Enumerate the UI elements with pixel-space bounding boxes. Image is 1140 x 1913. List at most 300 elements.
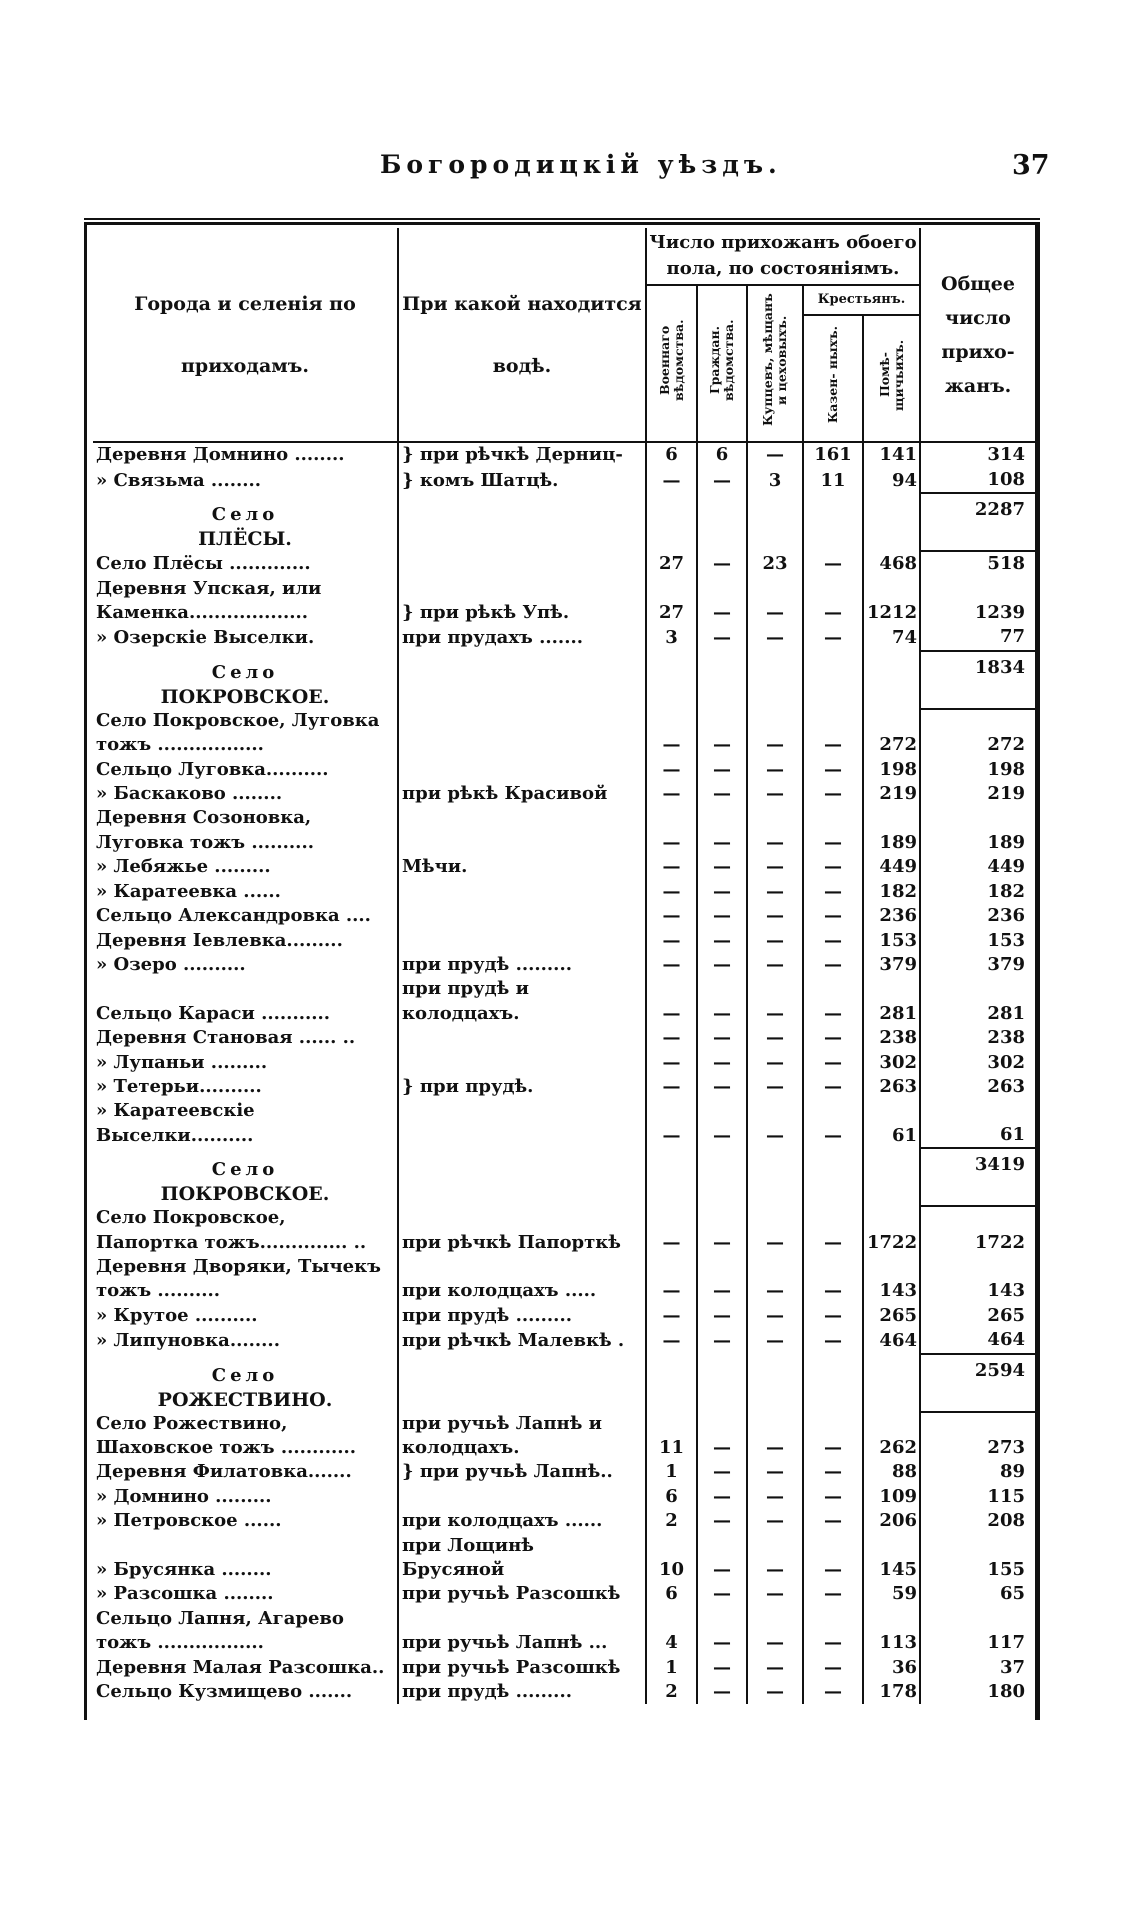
- military-cell: [646, 1354, 697, 1412]
- place-name: Сельцо Кузмищево .......: [93, 1680, 398, 1704]
- place-name: Деревня Упская, или Каменка...................: [93, 577, 398, 626]
- merchants-count: —: [747, 1026, 803, 1050]
- landlord-peasants-count: 238: [863, 1026, 920, 1050]
- landlord-peasants-count: 182: [863, 880, 920, 904]
- military-count: —: [646, 806, 697, 855]
- civil-count: —: [697, 1099, 747, 1148]
- parish-label: Село: [211, 1364, 279, 1386]
- landlord-peasants-count: 178: [863, 1680, 920, 1704]
- military-cell: [646, 493, 697, 551]
- merchants-count: —: [747, 442, 803, 467]
- table-row: [93, 551, 1035, 576]
- water-source: } при рѣкѣ Упѣ.: [398, 577, 646, 626]
- merchants-count: 3: [747, 468, 803, 493]
- merchants-cell: [747, 1148, 803, 1206]
- water-source: [398, 880, 646, 904]
- table-row: [93, 1026, 1035, 1050]
- state-peasants-count: —: [803, 1206, 863, 1255]
- place-name: » Домнино .........: [93, 1485, 398, 1509]
- military-count: —: [646, 782, 697, 806]
- place-name: Деревня Дворяки, Тычекъ тожъ ..........: [93, 1255, 398, 1304]
- military-count: —: [646, 1075, 697, 1099]
- place-name: » Разсошка ........: [93, 1582, 398, 1606]
- table-row: [93, 1206, 1035, 1255]
- merchants-count: —: [747, 1075, 803, 1099]
- state-peasants-count: —: [803, 1026, 863, 1050]
- military-count: —: [646, 1026, 697, 1050]
- state-peasants-count: —: [803, 625, 863, 650]
- table-row: [93, 758, 1035, 782]
- total-count: 89: [999, 1461, 1025, 1483]
- merchants-count: —: [747, 855, 803, 879]
- landlord-peasants-count: 36: [863, 1656, 920, 1680]
- water-source: } при ручьѣ Лапнѣ..: [398, 1460, 646, 1484]
- military-count: —: [646, 1099, 697, 1148]
- parish-heading-row: [93, 1148, 1035, 1206]
- civil-count: —: [697, 953, 747, 977]
- landlord-peasants-count: 281: [863, 977, 920, 1026]
- military-count: 2: [646, 1680, 697, 1704]
- water-cell: [398, 1148, 646, 1206]
- civil-count: —: [697, 1304, 747, 1328]
- running-head: Богородицкій уѣздъ.: [380, 150, 782, 179]
- state-peasants-count: —: [803, 709, 863, 758]
- state-peasants-count: —: [803, 1304, 863, 1328]
- parish-label: Село: [211, 504, 279, 526]
- total-count: 464: [987, 1329, 1025, 1351]
- table-row: [93, 1051, 1035, 1075]
- landlord-peasants-count: 74: [863, 625, 920, 650]
- water-source: при рѣчкѣ Малевкѣ .: [398, 1328, 646, 1353]
- civil-count: —: [697, 1412, 747, 1461]
- place-name: » Баскаково ........: [93, 782, 398, 806]
- header-civil-text: Граждан. вѣдомства.: [707, 319, 736, 401]
- state-peasants-count: —: [803, 806, 863, 855]
- water-source: при рѣчкѣ Папорткѣ: [398, 1206, 646, 1255]
- state-peasants-count: —: [803, 1328, 863, 1353]
- parish-heading: [93, 651, 398, 709]
- total-count: 265: [987, 1304, 1025, 1326]
- table-row: [93, 953, 1035, 977]
- table-row: [93, 904, 1035, 928]
- military-count: —: [646, 880, 697, 904]
- parish-name: ПЛЁСЫ.: [198, 528, 292, 551]
- parish-total: 2287: [920, 493, 1035, 551]
- merchants-count: —: [747, 625, 803, 650]
- military-count: —: [646, 1328, 697, 1353]
- parish-label: Село: [211, 661, 279, 683]
- water-source: при прудахъ .......: [398, 625, 646, 650]
- header-merchants: [747, 285, 803, 442]
- civil-cell: [697, 1148, 747, 1206]
- landlord-peasants-count: 206: [863, 1509, 920, 1533]
- table-row: [93, 1412, 1035, 1461]
- merchants-count: —: [747, 1582, 803, 1606]
- total-count: 263: [987, 1075, 1025, 1097]
- merchants-count: —: [747, 1412, 803, 1461]
- civil-count: —: [697, 806, 747, 855]
- state-peasants-count: —: [803, 1656, 863, 1680]
- water-source: [398, 806, 646, 855]
- civil-count: —: [697, 1607, 747, 1656]
- total-count: 1722: [974, 1231, 1025, 1253]
- military-count: 27: [646, 551, 697, 576]
- parish-total: 1834: [920, 651, 1035, 709]
- table-row: [93, 442, 1035, 467]
- state-peasants-cell: [803, 1148, 863, 1206]
- merchants-count: —: [747, 1680, 803, 1704]
- civil-count: —: [697, 1582, 747, 1606]
- merchants-count: —: [747, 1206, 803, 1255]
- water-source: при ручьѣ Лапнѣ ...: [398, 1607, 646, 1656]
- state-peasants-cell: [803, 493, 863, 551]
- total-count: 302: [987, 1051, 1025, 1073]
- total-count: 273: [987, 1437, 1025, 1458]
- civil-count: —: [697, 1255, 747, 1304]
- table-row: [93, 1485, 1035, 1509]
- state-peasants-cell: [803, 1354, 863, 1412]
- landlord-peasants-count: 109: [863, 1485, 920, 1509]
- header-merchants-text: Купцевъ, мѣщанъ и цеховыхъ.: [760, 293, 789, 427]
- landlord-peasants-cell: [863, 651, 920, 709]
- parish-heading: [93, 493, 398, 551]
- military-count: —: [646, 1051, 697, 1075]
- table-row: [93, 880, 1035, 904]
- table-row: [93, 577, 1035, 626]
- landlord-peasants-count: 236: [863, 904, 920, 928]
- merchants-count: —: [747, 953, 803, 977]
- water-source: при прудѣ .........: [398, 1680, 646, 1704]
- civil-count: —: [697, 782, 747, 806]
- total-count: 314: [987, 444, 1025, 466]
- landlord-peasants-count: 61: [863, 1099, 920, 1148]
- civil-count: —: [697, 758, 747, 782]
- table-row: [93, 1255, 1035, 1304]
- total-count: 198: [987, 758, 1025, 780]
- civil-count: —: [697, 1075, 747, 1099]
- civil-count: —: [697, 880, 747, 904]
- place-name: » Озерскіе Выселки.: [93, 625, 398, 650]
- place-name: Деревня Созоновка, Луговка тожъ ..........: [93, 806, 398, 855]
- table-row: [93, 782, 1035, 806]
- table-row: [93, 1680, 1035, 1704]
- merchants-count: —: [747, 782, 803, 806]
- state-peasants-cell: [803, 651, 863, 709]
- state-peasants-count: —: [803, 1051, 863, 1075]
- water-source: [398, 1485, 646, 1509]
- landlord-peasants-cell: [863, 1354, 920, 1412]
- state-peasants-count: 161: [803, 442, 863, 467]
- parish-name: РОЖЕСТВИНО.: [157, 1388, 333, 1411]
- parish-heading-row: [93, 493, 1035, 551]
- landlord-peasants-count: 265: [863, 1304, 920, 1328]
- water-cell: [398, 1354, 646, 1412]
- civil-count: —: [697, 977, 747, 1026]
- landlord-peasants-count: 145: [863, 1534, 920, 1583]
- military-count: —: [646, 1206, 697, 1255]
- place-name: Деревня Филатовка.......: [93, 1460, 398, 1484]
- civil-count: —: [697, 1206, 747, 1255]
- table-row: [93, 929, 1035, 953]
- place-name: Село Покровское, Луговка тожъ .................: [93, 709, 398, 758]
- water-source: при прудѣ .........: [398, 1304, 646, 1328]
- water-source: [398, 758, 646, 782]
- water-source: при прудѣ и колодцахъ.: [398, 977, 646, 1026]
- table-row: [93, 1099, 1035, 1148]
- merchants-count: 23: [747, 551, 803, 576]
- civil-count: —: [697, 1680, 747, 1704]
- civil-cell: [697, 1354, 747, 1412]
- landlord-peasants-count: 113: [863, 1607, 920, 1656]
- military-count: —: [646, 953, 697, 977]
- total-count: 155: [987, 1559, 1025, 1581]
- place-name: Село Рожествино, Шаховское тожъ ............: [93, 1412, 398, 1461]
- table-row: [93, 468, 1035, 493]
- place-name: Село Плёсы .............: [93, 551, 398, 576]
- merchants-count: —: [747, 904, 803, 928]
- merchants-count: —: [747, 709, 803, 758]
- landlord-peasants-count: 302: [863, 1051, 920, 1075]
- landlord-peasants-count: 59: [863, 1582, 920, 1606]
- military-count: 6: [646, 1582, 697, 1606]
- water-source: [398, 1051, 646, 1075]
- military-count: 6: [646, 442, 697, 467]
- state-peasants-count: —: [803, 551, 863, 576]
- header-state: [803, 315, 863, 442]
- place-name: » Лебяжье .........: [93, 855, 398, 879]
- table-row: [93, 625, 1035, 650]
- state-peasants-count: —: [803, 1075, 863, 1099]
- military-count: —: [646, 929, 697, 953]
- landlord-peasants-count: 1722: [863, 1206, 920, 1255]
- place-name: » Петровское ......: [93, 1509, 398, 1533]
- landlord-peasants-count: 263: [863, 1075, 920, 1099]
- header-group: Число прихожанъ обоего пола, по состояніямъ.: [646, 228, 920, 285]
- place-name: Сельцо Александровка ....: [93, 904, 398, 928]
- water-source: [398, 551, 646, 576]
- merchants-count: —: [747, 1304, 803, 1328]
- place-name: » Брусянка ........: [93, 1534, 398, 1583]
- place-name: » Тетерьи..........: [93, 1075, 398, 1099]
- military-count: —: [646, 1255, 697, 1304]
- state-peasants-count: —: [803, 577, 863, 626]
- military-count: 6: [646, 1485, 697, 1509]
- total-count: 37: [999, 1656, 1025, 1678]
- landlord-peasants-count: 189: [863, 806, 920, 855]
- parish-label: Село: [211, 1159, 279, 1181]
- state-peasants-count: —: [803, 953, 863, 977]
- total-count: 1239: [974, 602, 1025, 624]
- total-count: 108: [987, 468, 1025, 490]
- military-count: 10: [646, 1534, 697, 1583]
- header-places: Города и селенія по приходамъ.: [93, 228, 398, 442]
- state-peasants-count: 11: [803, 468, 863, 493]
- merchants-count: —: [747, 1099, 803, 1148]
- parish-total: 2594: [920, 1354, 1035, 1412]
- place-name: Сельцо Караси ...........: [93, 977, 398, 1026]
- civil-count: —: [697, 1534, 747, 1583]
- water-source: [398, 929, 646, 953]
- total-count: 208: [987, 1510, 1025, 1532]
- state-peasants-count: —: [803, 1460, 863, 1484]
- state-peasants-count: —: [803, 1099, 863, 1148]
- header-landlord: [863, 315, 920, 442]
- water-source: при прудѣ .........: [398, 953, 646, 977]
- total-count: 379: [987, 953, 1025, 975]
- civil-count: 6: [697, 442, 747, 467]
- parish-heading: [93, 1354, 398, 1412]
- merchants-count: —: [747, 1051, 803, 1075]
- place-name: Сельцо Лапня, Агарево тожъ .................: [93, 1607, 398, 1656]
- landlord-peasants-count: 198: [863, 758, 920, 782]
- military-count: —: [646, 1304, 697, 1328]
- table-row: [93, 1582, 1035, 1606]
- parish-heading-row: [93, 651, 1035, 709]
- place-name: » Связьма ........: [93, 468, 398, 493]
- place-name: Деревня Іевлевка.........: [93, 929, 398, 953]
- landlord-peasants-count: 1212: [863, 577, 920, 626]
- civil-count: —: [697, 577, 747, 626]
- table-row: [93, 1607, 1035, 1656]
- military-count: —: [646, 758, 697, 782]
- parish-total: 3419: [920, 1148, 1035, 1206]
- merchants-count: —: [747, 1509, 803, 1533]
- header-landlord-text: Помѣ- щичьихъ.: [876, 339, 906, 411]
- merchants-count: —: [747, 880, 803, 904]
- landlord-peasants-count: 219: [863, 782, 920, 806]
- civil-count: —: [697, 1026, 747, 1050]
- merchants-count: —: [747, 1656, 803, 1680]
- parish-name: ПОКРОВСКОЕ.: [160, 1183, 330, 1206]
- parish-heading-row: [93, 1354, 1035, 1412]
- civil-count: —: [697, 855, 747, 879]
- total-count: 236: [987, 905, 1025, 927]
- table-row: [93, 977, 1035, 1026]
- header-water: При какой находится водѣ.: [398, 228, 646, 442]
- civil-cell: [697, 651, 747, 709]
- military-count: 27: [646, 577, 697, 626]
- place-name: » Каратеевка ......: [93, 880, 398, 904]
- place-name: » Крутое ..........: [93, 1304, 398, 1328]
- header-civil: [697, 285, 747, 442]
- landlord-peasants-cell: [863, 1148, 920, 1206]
- total-count: 117: [987, 1632, 1025, 1654]
- table-row: [93, 1509, 1035, 1533]
- total-count: 115: [987, 1485, 1025, 1507]
- place-name: » Липуновка........: [93, 1328, 398, 1353]
- merchants-count: —: [747, 1485, 803, 1509]
- total-count: 272: [987, 734, 1025, 756]
- water-source: [398, 904, 646, 928]
- table-row: [93, 1460, 1035, 1484]
- military-count: —: [646, 468, 697, 493]
- military-count: —: [646, 855, 697, 879]
- table-row: [93, 1075, 1035, 1099]
- place-name: Деревня Становая ...... ..: [93, 1026, 398, 1050]
- civil-count: —: [697, 1656, 747, 1680]
- merchants-count: —: [747, 1460, 803, 1484]
- header-total: Общее число прихо- жанъ.: [920, 228, 1035, 442]
- place-name: » Лупаньи .........: [93, 1051, 398, 1075]
- civil-count: —: [697, 468, 747, 493]
- header-military: [646, 285, 697, 442]
- total-count: 143: [987, 1280, 1025, 1302]
- total-count: 182: [987, 880, 1025, 902]
- military-count: —: [646, 709, 697, 758]
- civil-count: —: [697, 551, 747, 576]
- table-row: [93, 806, 1035, 855]
- place-name: » Каратеевскіе Выселки..........: [93, 1099, 398, 1148]
- water-source: при ручьѣ Разсошкѣ: [398, 1582, 646, 1606]
- landlord-peasants-count: 143: [863, 1255, 920, 1304]
- water-cell: [398, 493, 646, 551]
- landlord-peasants-count: 272: [863, 709, 920, 758]
- state-peasants-count: —: [803, 1255, 863, 1304]
- military-count: 2: [646, 1509, 697, 1533]
- state-peasants-count: —: [803, 1485, 863, 1509]
- landlord-peasants-count: 468: [863, 551, 920, 576]
- parish-statistics-table: [93, 228, 1035, 1704]
- parish-heading: [93, 1148, 398, 1206]
- military-count: 4: [646, 1607, 697, 1656]
- landlord-peasants-count: 464: [863, 1328, 920, 1353]
- civil-count: —: [697, 625, 747, 650]
- table-row: [93, 1304, 1035, 1328]
- water-cell: [398, 651, 646, 709]
- state-peasants-count: —: [803, 977, 863, 1026]
- military-count: 11: [646, 1412, 697, 1461]
- frame-top-rule: [84, 218, 1040, 220]
- parish-name: ПОКРОВСКОЕ.: [160, 685, 330, 708]
- merchants-count: —: [747, 929, 803, 953]
- state-peasants-count: —: [803, 855, 863, 879]
- table-row: [93, 709, 1035, 758]
- total-count: 518: [987, 553, 1025, 575]
- civil-count: —: [697, 709, 747, 758]
- landlord-peasants-count: 94: [863, 468, 920, 493]
- state-peasants-count: —: [803, 1509, 863, 1533]
- total-count: 61: [999, 1123, 1025, 1145]
- landlord-peasants-cell: [863, 493, 920, 551]
- military-count: —: [646, 904, 697, 928]
- water-source: } комъ Шатцѣ.: [398, 468, 646, 493]
- water-source: [398, 1026, 646, 1050]
- merchants-count: —: [747, 1328, 803, 1353]
- total-count: 189: [987, 831, 1025, 853]
- total-count: 281: [987, 1002, 1025, 1024]
- landlord-peasants-count: 88: [863, 1460, 920, 1484]
- water-source: при ручьѣ Разсошкѣ: [398, 1656, 646, 1680]
- state-peasants-count: —: [803, 1680, 863, 1704]
- merchants-cell: [747, 651, 803, 709]
- state-peasants-count: —: [803, 1607, 863, 1656]
- total-count: 219: [987, 783, 1025, 805]
- state-peasants-count: —: [803, 782, 863, 806]
- water-source: при колодцахъ ......: [398, 1509, 646, 1533]
- civil-count: —: [697, 1485, 747, 1509]
- water-source: при колодцахъ .....: [398, 1255, 646, 1304]
- place-name: » Озеро ..........: [93, 953, 398, 977]
- civil-count: —: [697, 1051, 747, 1075]
- military-count: 3: [646, 625, 697, 650]
- civil-count: —: [697, 929, 747, 953]
- state-peasants-count: —: [803, 1582, 863, 1606]
- water-source: при Лощинѣ Брусяной: [398, 1534, 646, 1583]
- header-row-1: [93, 228, 1035, 285]
- total-count: 449: [987, 856, 1025, 878]
- table-row: [93, 1656, 1035, 1680]
- merchants-count: —: [747, 577, 803, 626]
